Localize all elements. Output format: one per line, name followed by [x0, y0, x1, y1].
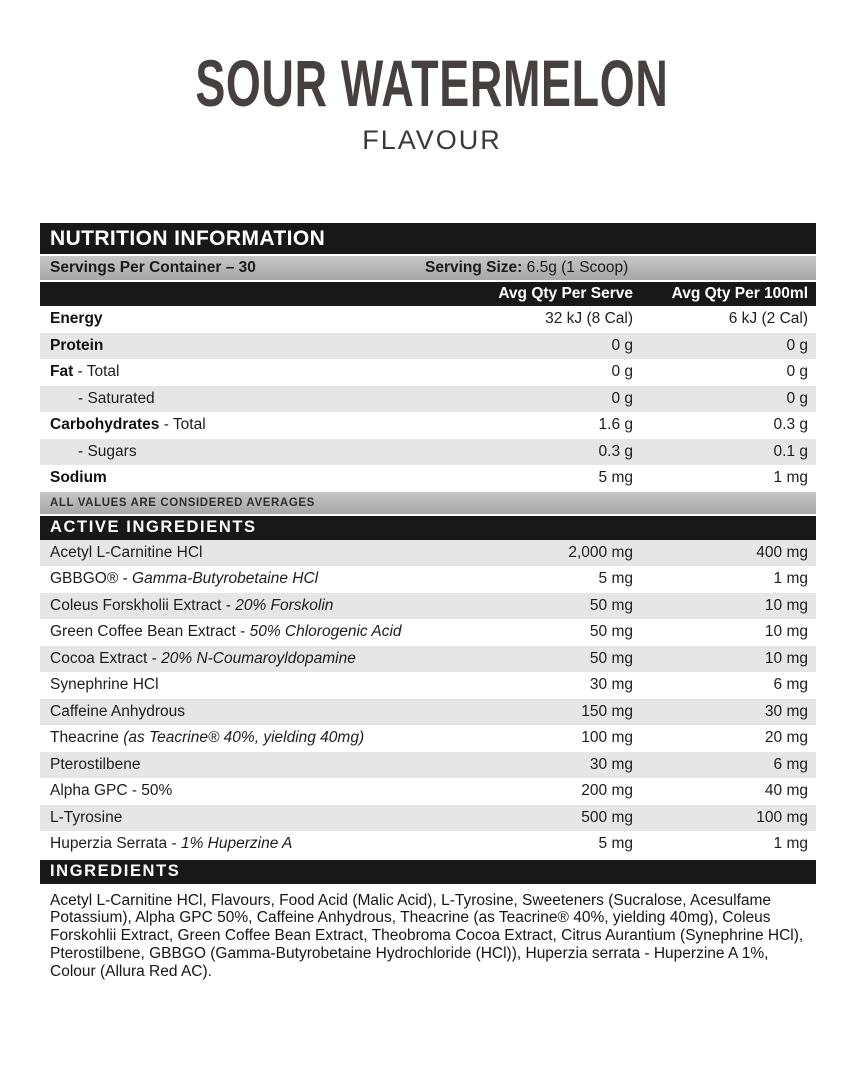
value-per-100ml: 400 mg: [756, 543, 808, 561]
value-per-serve: 5 mg: [598, 469, 633, 487]
value-per-100ml: 10 mg: [764, 649, 808, 667]
ingredients-header: INGREDIENTS: [40, 860, 816, 884]
serving-size-label: Serving Size:: [425, 259, 523, 276]
value-per-serve: 50 mg: [589, 649, 633, 667]
nutrition-panel: [40, 223, 816, 981]
value-per-100ml: 6 kJ (2 Cal): [728, 310, 808, 328]
value-per-serve: 1.6 g: [598, 416, 633, 434]
value-per-100ml: 1 mg: [773, 469, 808, 487]
active-ingredient-row: [40, 805, 816, 832]
nutrition-row: [40, 333, 816, 360]
column-avg-qty-per-100ml: Avg Qty Per 100ml: [671, 285, 808, 302]
nutrition-row: [40, 412, 816, 439]
ingredient-label: Cocoa Extract - 20% N-Coumaroyldopamine: [50, 649, 356, 667]
value-per-serve: 2,000 mg: [568, 543, 633, 561]
value-per-100ml: 10 mg: [764, 623, 808, 641]
active-ingredient-row: [40, 619, 816, 646]
ingredient-label: Green Coffee Bean Extract - 50% Chlorogenic Acid: [50, 623, 402, 641]
active-ingredient-row: [40, 752, 816, 779]
value-per-serve: 50 mg: [589, 596, 633, 614]
value-per-100ml: 0 g: [786, 363, 808, 381]
active-ingredient-row: [40, 566, 816, 593]
value-per-serve: 30 mg: [589, 676, 633, 694]
value-per-100ml: 30 mg: [764, 702, 808, 720]
ingredient-label: Synephrine HCl: [50, 676, 159, 694]
active-ingredient-row: [40, 699, 816, 726]
averages-note: ALL VALUES ARE CONSIDERED AVERAGES: [40, 492, 816, 514]
value-per-serve: 0.3 g: [598, 442, 633, 460]
nutrient-label: Fat - Total: [50, 363, 120, 381]
column-avg-qty-per-serve: Avg Qty Per Serve: [498, 285, 633, 302]
value-per-serve: 50 mg: [589, 623, 633, 641]
active-ingredient-row: [40, 540, 816, 567]
value-per-serve: 200 mg: [581, 782, 633, 800]
value-per-100ml: 6 mg: [773, 755, 808, 773]
value-per-100ml: 1 mg: [773, 570, 808, 588]
servings-per-container: Servings Per Container – 30: [50, 259, 256, 276]
serving-size-value: 6.5g (1 Scoop): [522, 259, 629, 276]
value-per-serve: 5 mg: [598, 835, 633, 853]
nutrient-label: - Saturated: [78, 389, 155, 407]
value-per-100ml: 0 g: [786, 336, 808, 354]
value-per-100ml: 40 mg: [764, 782, 808, 800]
value-per-100ml: 10 mg: [764, 596, 808, 614]
ingredient-label: Pterostilbene: [50, 755, 141, 773]
active-ingredient-row: [40, 831, 816, 858]
value-per-serve: 100 mg: [581, 729, 633, 747]
active-ingredient-row: [40, 778, 816, 805]
ingredient-label: Theacrine (as Teacrine® 40%, yielding 40mg): [50, 729, 365, 747]
active-ingredient-row: [40, 672, 816, 699]
value-per-serve: 5 mg: [598, 570, 633, 588]
flavour-subtitle: FLAVOUR: [362, 125, 502, 155]
value-per-100ml: 0.1 g: [773, 442, 808, 460]
value-per-serve: 500 mg: [581, 808, 633, 826]
flavour-title: SOUR WATERMELON: [195, 46, 669, 120]
ingredient-label: Acetyl L-Carnitine HCl: [50, 543, 203, 561]
servings-bar: [40, 256, 816, 280]
value-per-100ml: 100 mg: [756, 808, 808, 826]
ingredient-label: Caffeine Anhydrous: [50, 702, 186, 720]
value-per-100ml: 20 mg: [764, 729, 808, 747]
nutrition-row: [40, 439, 816, 466]
active-ingredient-row: [40, 593, 816, 620]
nutrient-label: Sodium: [50, 469, 107, 487]
column-headers: [40, 282, 816, 306]
value-per-serve: 30 mg: [589, 755, 633, 773]
brand-header: [0, 0, 864, 156]
value-per-100ml: 0 g: [786, 389, 808, 407]
value-per-serve: 0 g: [611, 389, 633, 407]
active-ingredients-header: ACTIVE INGREDIENTS: [40, 516, 816, 540]
nutrition-information-header: NUTRITION INFORMATION: [40, 223, 816, 254]
nutrition-row: [40, 359, 816, 386]
ingredient-label: L-Tyrosine: [50, 808, 123, 826]
nutrition-row: [40, 465, 816, 492]
nutrient-label: - Sugars: [78, 442, 137, 460]
value-per-serve: 0 g: [611, 363, 633, 381]
value-per-100ml: 1 mg: [773, 835, 808, 853]
ingredient-label: Huperzia Serrata - 1% Huperzine A: [50, 835, 293, 853]
serving-size: [425, 259, 628, 277]
nutrient-label: Carbohydrates - Total: [50, 416, 206, 434]
value-per-100ml: 0.3 g: [773, 416, 808, 434]
active-ingredient-row: [40, 646, 816, 673]
active-ingredient-row: [40, 725, 816, 752]
nutrition-rows: [40, 306, 816, 492]
ingredient-label: Coleus Forskholii Extract - 20% Forskolin: [50, 596, 334, 614]
value-per-serve: 0 g: [611, 336, 633, 354]
active-ingredient-rows: [40, 540, 816, 858]
value-per-serve: 150 mg: [581, 702, 633, 720]
ingredient-label: Alpha GPC - 50%: [50, 782, 173, 800]
nutrient-label: Protein: [50, 336, 104, 354]
nutrition-row: [40, 306, 816, 333]
value-per-serve: 32 kJ (8 Cal): [545, 310, 633, 328]
value-per-100ml: 6 mg: [773, 676, 808, 694]
ingredients-text: Acetyl L-Carnitine HCl, Flavours, Food Acid (Malic Acid), L-Tyrosine, Sweeteners (Sucralose, Acesulfame Potassium), Alpha GPC 50%, Caffeine Anhydrous, Theacrine (as Teacrine® 40%, yielding 40mg), Coleus Forskohlii Extract, Green Coffee Bean Extract, Theobroma Cocoa Extract, Citrus Aurantium (Synephrine HCl), Pterostilbene, GBBGO (Gamma-Butyrobetaine Hydrochloride (HCl)), Huperzia serrata - Huperzine A 1%, Colour (Allura Red AC).: [50, 891, 804, 981]
ingredient-label: GBBGO® - Gamma-Butyrobetaine HCl: [50, 570, 319, 588]
nutrition-row: [40, 386, 816, 413]
nutrient-label: Energy: [50, 310, 103, 328]
